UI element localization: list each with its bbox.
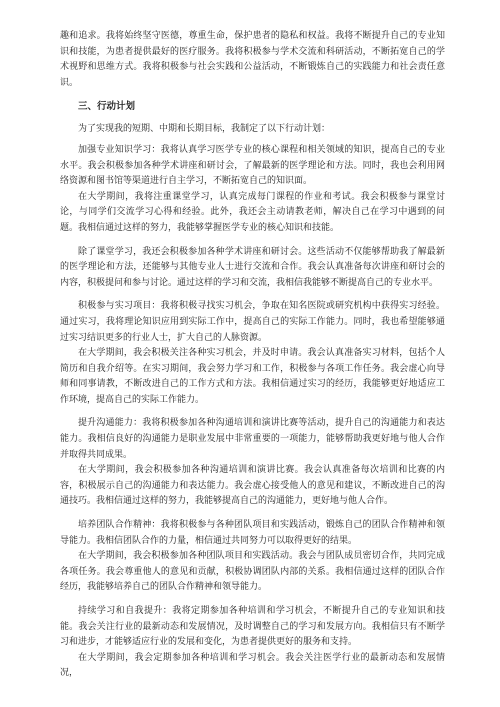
plan-paragraph-teamwork-detail: 在大学期间，我会积极参加各种团队项目和实践活动。我会与团队成员密切合作，共同完成各项任务。我会尊重他人的意见和贡献，积极协调团队内部的关系。我相信通过这样的团队合作经历，我能够培养自己的团队合作精神和领导能力。 (60, 551, 445, 593)
plan-paragraph-classroom: 在大学期间，我将注重课堂学习，认真完成每门课程的作业和考试。我会积极参与课堂讨论，与同学们交流学习心得和经验。此外，我还会主动请教老师，解决自己在学习中遇到的问题。我相信通过这样的努力，我能够掌握医学专业的核心知识和技能。 (60, 191, 445, 233)
section-title: 三、行动计划 (78, 101, 136, 113)
plan-paragraph-internship-detail: 在大学期间，我会积极关注各种实习机会，并及时申请。我会认真准备实习材料，包括个人简历和自我介绍等。在实习期间，我会努力学习和工作，积极参与各项工作任务。我会虚心向导师和同事请教，不断改进自己的工作方式和方法。我相信通过实习的经历，我能够更好地适应工作环境，提高自己的实际工作能力。 (60, 348, 445, 405)
plan-paragraph-communication-detail: 在大学期间，我会积极参加各种沟通培训和演讲比赛。我会认真准备每次培训和比赛的内容，积极展示自己的沟通能力和表达能力。我会虚心接受他人的意见和建议，不断改进自己的沟通技巧。我相信通过这样的努力，我能够提高自己的沟通能力，更好地与他人合作。 (60, 465, 445, 507)
plan-paragraph-learning-detail: 在大学期间，我会定期参加各种培训和学习机会。我会关注医学行业的最新动态和发展情况， (60, 652, 445, 679)
intro-tail-paragraph: 趣和追求。我将始终坚守医德，尊重生命，保护患者的隐私和权益。我将不断提升自己的专业知识和技能，为患者提供最好的医疗服务。我将积极参与学术交流和科研活动，不断拓宽自己的学术视野和思维方式。我将积极参与社会实践和公益活动，不断锻炼自己的实践能力和社会责任意识。 (60, 31, 445, 88)
plan-paragraph-lifelong-learning: 持续学习和自我提升：我将定期参加各种培训和学习机会，不断提升自己的专业知识和技能。我会关注行业的最新动态和发展情况，及时调整自己的学习和发展方向。我相信只有不断学习和进步，才能够适应行业的发展和变化，为患者提供更好的服务和支持。 (60, 606, 445, 648)
document-page (60, 29, 445, 682)
plan-paragraph-communication: 提升沟通能力：我将积极参加各种沟通培训和演讲比赛等活动，提升自己的沟通能力和表达能力。我相信良好的沟通能力是职业发展中非常重要的一项能力，能够帮助我更好地与他人合作并取得共同成果。 (60, 418, 445, 460)
plan-paragraph-internship: 积极参与实习项目：我将积极寻找实习机会，争取在知名医院或研究机构中获得实习经验。通过实习，我将理论知识应用到实际工作中，提高自己的实际工作能力。同时，我也希望能够通过实习结识更多的行业人士，扩大自己的人脉资源。 (60, 301, 445, 343)
plan-paragraph-teamwork: 培养团队合作精神：我将积极参与各种团队项目和实践活动，锻炼自己的团队合作精神和领导能力。我相信团队合作的力量，相信通过共同努力可以取得更好的结果。 (60, 520, 445, 546)
lead-paragraph: 为了实现我的短期、中期和长期目标，我制定了以下行动计划： (78, 124, 331, 135)
plan-paragraph-lectures: 除了课堂学习，我还会积极参加各种学术讲座和研讨会。这些活动不仅能够帮助我了解最新的医学理论和方法，还能够与其他专业人士进行交流和合作。我会认真准备每次讲座和研讨会的内容，积极提问和参与讨论。通过这样的学习和交流，我相信我能够不断提高自己的专业水平。 (60, 246, 445, 288)
plan-paragraph-knowledge: 加强专业知识学习：我将认真学习医学专业的核心课程和相关领域的知识，提高自己的专业水平。我会积极参加各种学术讲座和研讨会，了解最新的医学理论和方法。同时，我也会利用网络资源和图书馆等渠道进行自主学习，不断拓宽自己的知识面。 (60, 144, 445, 187)
